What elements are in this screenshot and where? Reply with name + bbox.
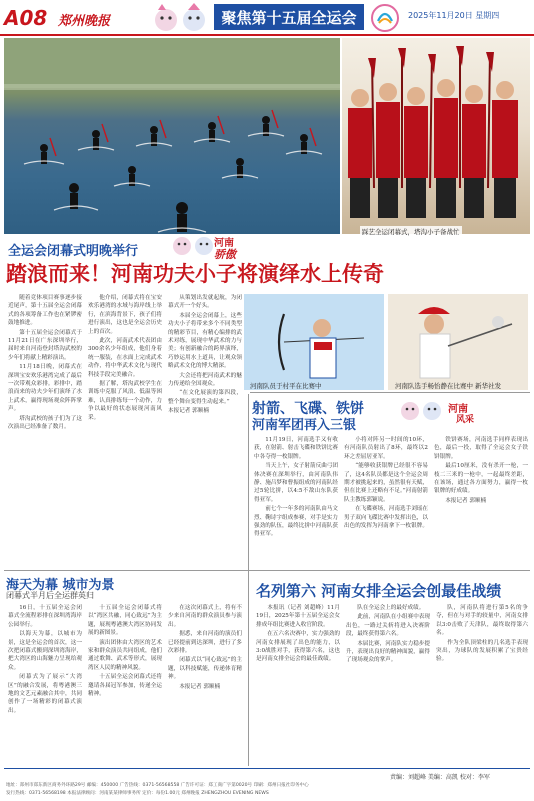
story-subhead: 全运会闭幕式明晚举行 <box>8 244 139 259</box>
story-column <box>346 604 430 766</box>
paragraph: 前七个一年多的河南队由马文烈、鞠诗宇组成参赛，对手是实力强劲的队伍，最终比拼中河南队获得亚军。 <box>254 506 338 538</box>
story-column <box>344 436 428 564</box>
paragraph: 铁饼赛场，河南选手同样表现出色，最后一投，取得了全运会女子铁饼银牌。 <box>434 437 528 460</box>
story-column <box>8 294 82 564</box>
photo-archery <box>244 294 384 390</box>
paragraph: 本届全运会闭幕上，这些功夫小子将带来多个不同类型的精彩节目，有精心编排的武术对练，展现中华武术的力与美；有创新融合的跨界演绎，巧妙运用水上道具，让观众领略武术文化的博大精深。 <box>168 312 242 370</box>
paragraph: 此前，河南队在小组赛中表现出色，一路过关斩将进入决赛阶段，最终获得第六名。 <box>346 614 430 638</box>
paragraph: 此次，河南武术代表团由300余名少年组成，他们身着统一服装，在水面上完成武术动作，将中华武术文化与现代科技手段完美融合。 <box>88 338 162 378</box>
story-headline-line1: 射箭、飞碟、铁饼 <box>252 401 364 417</box>
story-headline-line2: 闭幕式半月后全运群英归 <box>6 591 94 600</box>
paragraph: 最后10厘米，没有杀开一枪，一枝二三米的一枪中，一起最终差距，在该场，通过各方面努力，赢得一枚银牌的好成绩。 <box>434 463 528 495</box>
story-headline: 名列第六 河南女排全运会创最佳战绩 <box>256 582 502 600</box>
paragraph: 他介绍，闭幕式将在宝安欢乐港湾的水域与海岸线上举行，在滨海背景下，孩子们将进行演出，这也是全运会历史上的首次。 <box>88 295 162 335</box>
paragraph: 随着竞体项目赛事逐步接近尾声，第十五届全运会闭幕式的各项筹备工作也在紧锣密鼓地推进。 <box>8 295 82 327</box>
mascot-icon <box>170 232 220 256</box>
byline: 本报记者 郭顺楠 <box>179 683 221 690</box>
mascot-icon <box>398 396 446 422</box>
games-logo-icon <box>370 3 400 33</box>
stamp-henan: 河南 <box>214 238 234 249</box>
paragraph: 在飞碟赛场，河南选手刘瑶在男子双向飞碟比赛中发挥出色，以出色的发挥为河南拿下一枚银牌。 <box>344 506 428 530</box>
issue-date: 2025年11月20日 星期四 <box>408 11 500 20</box>
photo-performers-lineup <box>342 38 530 234</box>
story-column <box>436 604 528 766</box>
paragraph: “在文化展演的第四段，整个舞台变得生动起来。” <box>168 390 242 405</box>
photo-fencing <box>388 294 528 390</box>
paragraph: 演出团体由大湾区的艺术家和群众演员共同组成，他们通过歌舞、武术等形式，展现湾区人民的精神风貌。 <box>88 639 162 671</box>
byline: 本报记者 郭顺楠 <box>168 408 209 415</box>
footer-info: 地址：郑州市郑东新区商务外环路29号 邮编：450000 广告热线：0371-56568558 广告许可证：郑工商广字第0020号 印刷：郑州日报社印务中心 <box>6 783 309 788</box>
main-headline: 踏浪而来！河南功夫小子将演绎水上传奇 <box>6 261 384 286</box>
section-divider <box>250 392 530 393</box>
paragraph: 11月19日，河南选手又有收获，在射箭、射击飞碟和铁饼比赛中各夺得一枚银牌。 <box>254 437 338 460</box>
paper-name: 郑州晚报 <box>58 14 111 29</box>
section-divider <box>4 570 530 571</box>
paragraph: 在五六名决赛中，实力强劲的河南女排展现了出色的能力，以3:0战胜对手，获得第六名，这也是河南女排全运会的最佳战绩。 <box>256 631 340 663</box>
paragraph: 第十五届全运会闭幕式于11月21日在广东深圳举行，届时来自河南登封塔沟武校的少年们将献上精彩演出。 <box>8 329 82 361</box>
paragraph: 以海天为幕，以城市为景，这是全运会的首次，这一次把闭幕式搬到深圳湾海岸，把大湾区的山海魅力呈现给观众。 <box>8 631 82 671</box>
paragraph: 当天上午，女子射箭反曲弓团体决赛在深圳举行，由河南队伟静、施吕梦和曹振组成的河南队经过5轮比拼，以4:5不敌山东队获得亚军。 <box>254 463 338 503</box>
story-column <box>168 294 242 564</box>
paragraph: 本报讯（记者 刘超峰）11月19日，2025年第十五届全运会女排成年组比赛进入收官阶段。 <box>256 605 340 628</box>
footer-info: 发行热线：0371-56568198 本报法律顾问：河南某某律师事务所 定价：每份1.00元 郑州晚报 ZHENGZHOU EVENING NEWS <box>6 791 269 796</box>
paragraph: 队在全运会上的最好成绩。 <box>357 605 425 611</box>
story-column <box>256 604 340 766</box>
paragraph: 十五届全运会闭幕式将以“湾区共融，同心致远”为主题，展现粤港澳大湾区协同发展的新图景。 <box>88 605 162 637</box>
paragraph: 据了解，塔沟武校学生在训练中克服了风浪、低温等困难，认真排练每一个动作，力争以最好的状态展现河南风采。 <box>88 381 162 421</box>
paragraph: 作为全队顶梁柱的几名选手表现突出，为球队的发展积累了宝贵经验。 <box>436 639 528 663</box>
mascot-icon <box>150 2 210 34</box>
editor-credits: 责编：刘超峰 美编：高凯 校对：李军 <box>390 774 490 781</box>
story-column <box>254 436 338 564</box>
paragraph: 闭幕式以“同心致远”的主题，以科技赋能，传递体育精神。 <box>168 657 242 681</box>
story-column <box>8 604 82 766</box>
paragraph: 从策划出发就起航，为闭幕式开一个好头。 <box>168 295 242 310</box>
paragraph: 大会还将把河南武术的魅力传递给全国观众。 <box>168 372 242 388</box>
photo-caption: 踩艺全运闭幕式，塔沟小子备战忙 <box>362 228 460 236</box>
stamp-style: 风采 <box>456 415 475 425</box>
story-column <box>88 294 162 564</box>
byline: 本报记者 郭顺楠 <box>445 497 487 504</box>
story-headline-line1: 海天为幕 城市为景 <box>6 578 115 593</box>
photo-water-performance <box>4 38 340 234</box>
stamp-pride: 骄傲 <box>214 248 236 261</box>
story-column <box>434 436 528 564</box>
photo-caption: 河南队选手畅怡静在比赛中 新华社发 <box>395 382 502 390</box>
paragraph: 小将对阵另一时间的10环，有河南队员射出了8环，最终以2环之差屈居亚军。 <box>344 437 428 460</box>
paragraph: 据悉，来自河南的演员们已经提前到达深圳，进行了多次彩排。 <box>168 631 242 655</box>
story-headline-line2: 河南军团再入三银 <box>252 418 357 433</box>
paragraph: 塔沟武校的孩子们为了这次演出已经准备了数月。 <box>8 415 82 431</box>
story-column <box>88 604 162 766</box>
page-number: A08 <box>4 6 48 30</box>
paragraph: “能够收获银牌已经很不容易了，这4名队员都是这个全运会周期才被挑起来的，虽然很有天赋，但在比赛上还略有不足。”河南射箭队主教练郭颖说。 <box>344 463 428 503</box>
story-column <box>168 604 242 766</box>
photo-caption: 河南队员于村平在比赛中 <box>250 382 322 390</box>
paragraph: 11月18日晚，闭幕式在深圳宝安欢乐港湾完成了最后一次带观众彩排。彩排中，踏浪而来的功夫少年们演绎了水上武术，赢得现场观众阵阵掌声。 <box>8 364 82 413</box>
paragraph: 十五届全运会闭幕式还将邀请各届冠军参加，传递全运精神。 <box>88 674 162 698</box>
paragraph: 16日，十五届全运会闭幕式全流程彩排在深圳湾海岸公园举行。 <box>8 605 82 628</box>
paragraph: 本届比赛，河南队实力稳步提升，表现出良好的精神面貌，赢得了现场观众的掌声。 <box>346 640 430 664</box>
paragraph: 在这次闭幕式上，将有不少来自河南的群众演员参与演出。 <box>168 605 242 628</box>
paragraph: 队，河南队将进行第5名的争夺，但在与对手的较量中，河南女排以3:0击败了天津队，最终取得第六名。 <box>436 605 528 637</box>
section-band-title: 聚焦第十五届全运会 <box>214 4 364 30</box>
stamp-henan: 河南 <box>448 404 468 415</box>
column-divider <box>248 394 249 766</box>
paragraph: 闭幕式为了展示“大湾区”的融合发展，将粤港澳三地的文艺元素融合其中，共同创作了一场精彩的闭幕式演出。 <box>8 674 82 714</box>
